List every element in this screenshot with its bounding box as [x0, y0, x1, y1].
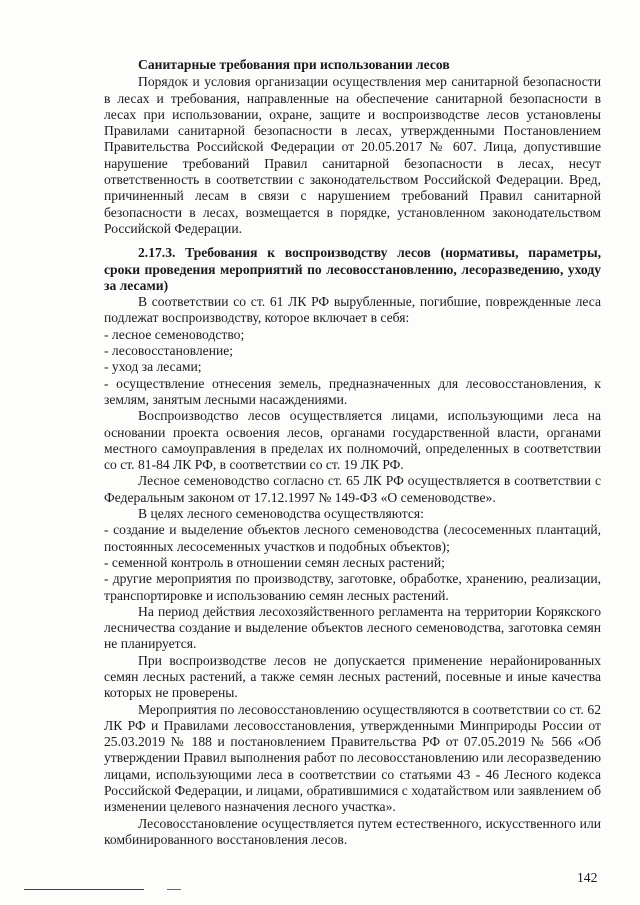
- list-item: - создание и выделение объектов лесного семеноводства (лесосеменных плантаций, постоянных лесосеменных участков и подобных объектов);: [104, 522, 601, 554]
- body-paragraph: Мероприятия по лесовосстановлению осуществляются в соответствии со ст. 62 ЛК РФ и Правилами лесовосстановления, утвержденными Минприроды России от 25.03.2019 № 188 и постановлением Правительства РФ от 07.05.2019 № 566 «Об утверждении Правил выполнения работ по лесовосстановлению или лесоразведению лицами, использующими леса в соответствии со статьями 43 - 46 Лесного кодекса Российской Федерации, и лицами, обратившимися с ходатайством или заявлением об изменении целевого назначения лесного участка».: [104, 701, 601, 815]
- body-paragraph: При воспроизводстве лесов не допускается применение нерайонированных семян лесных растений, а также семян лесных растений, посевные и иные качества которых не проверены.: [104, 652, 601, 701]
- footer-rule: [24, 889, 144, 890]
- body-paragraph: Воспроизводство лесов осуществляется лицами, использующими леса на основании проекта освоения лесов, органами государственной власти, органами местного самоуправления в пределах их полномочий, определенных в соответствии со ст. 81-84 ЛК РФ, в соответствии со ст. 19 ЛК РФ.: [104, 408, 601, 473]
- list-item: - уход за лесами;: [104, 359, 202, 375]
- body-paragraph: В целях лесного семеноводства осуществляются:: [138, 506, 424, 522]
- list-item: - другие мероприятия по производству, заготовке, обработке, хранению, реализации, транспортировке и использованию семян лесных растений.: [104, 571, 601, 603]
- page-content: [104, 57, 601, 848]
- sanitary-paragraph: Порядок и условия организации осуществления мер санитарной безопасности в лесах и требования, направленные на обеспечение санитарной безопасности в лесах при использовании, охране, защите и воспроизводстве лесов установлены Правилами санитарной безопасности в лесах, утвержденными Постановлением Правительства Российской Федерации от 20.05.2017 № 607. Лица, допустившие нарушение требований Правил санитарной безопасности в лесах, несут ответственность в соответствии с законодательством Российской Федерации. Вред, причиненный лесам в связи с нарушением требований Правил санитарной безопасности в лесах, возмещается в порядке, установленном законодательством Российской Федерации.: [104, 74, 601, 236]
- section-title: Санитарные требования при использовании лесов: [138, 57, 450, 72]
- body-paragraph: На период действия лесохозяйственного регламента на территории Корякского лесничества создание и выделение объектов лесного семеноводства, заготовка семян не планируется.: [104, 603, 601, 652]
- list-item: - лесовосстановление;: [104, 343, 234, 359]
- body-paragraph: Лесное семеноводство согласно ст. 65 ЛК РФ осуществляется в соответствии с Федеральным законом от 17.12.1997 № 149-ФЗ «О семеноводстве».: [104, 473, 601, 505]
- subsection-title: 2.17.3. Требования к воспроизводству лесов (нормативы, параметры, сроки проведения мероприятий по лесовосстановлению, лесоразведению, уходу за лесами): [104, 245, 601, 293]
- intro-paragraph: В соответствии со ст. 61 ЛК РФ вырубленные, погибшие, поврежденные леса подлежат воспроизводству, которое включает в себя:: [104, 294, 601, 326]
- list-item: - семенной контроль в отношении семян лесных растений;: [104, 554, 445, 570]
- body-paragraph: Лесовосстановление осуществляется путем естественного, искусственного или комбинированного восстановления лесов.: [104, 815, 601, 847]
- footer-rule-short: [167, 889, 181, 890]
- page-number: 142: [577, 870, 598, 885]
- list-item: - осуществление отнесения земель, предназначенных для лесовосстановления, к землям, занятым лесными насаждениями.: [104, 375, 601, 407]
- list-item: - лесное семеноводство;: [104, 326, 245, 342]
